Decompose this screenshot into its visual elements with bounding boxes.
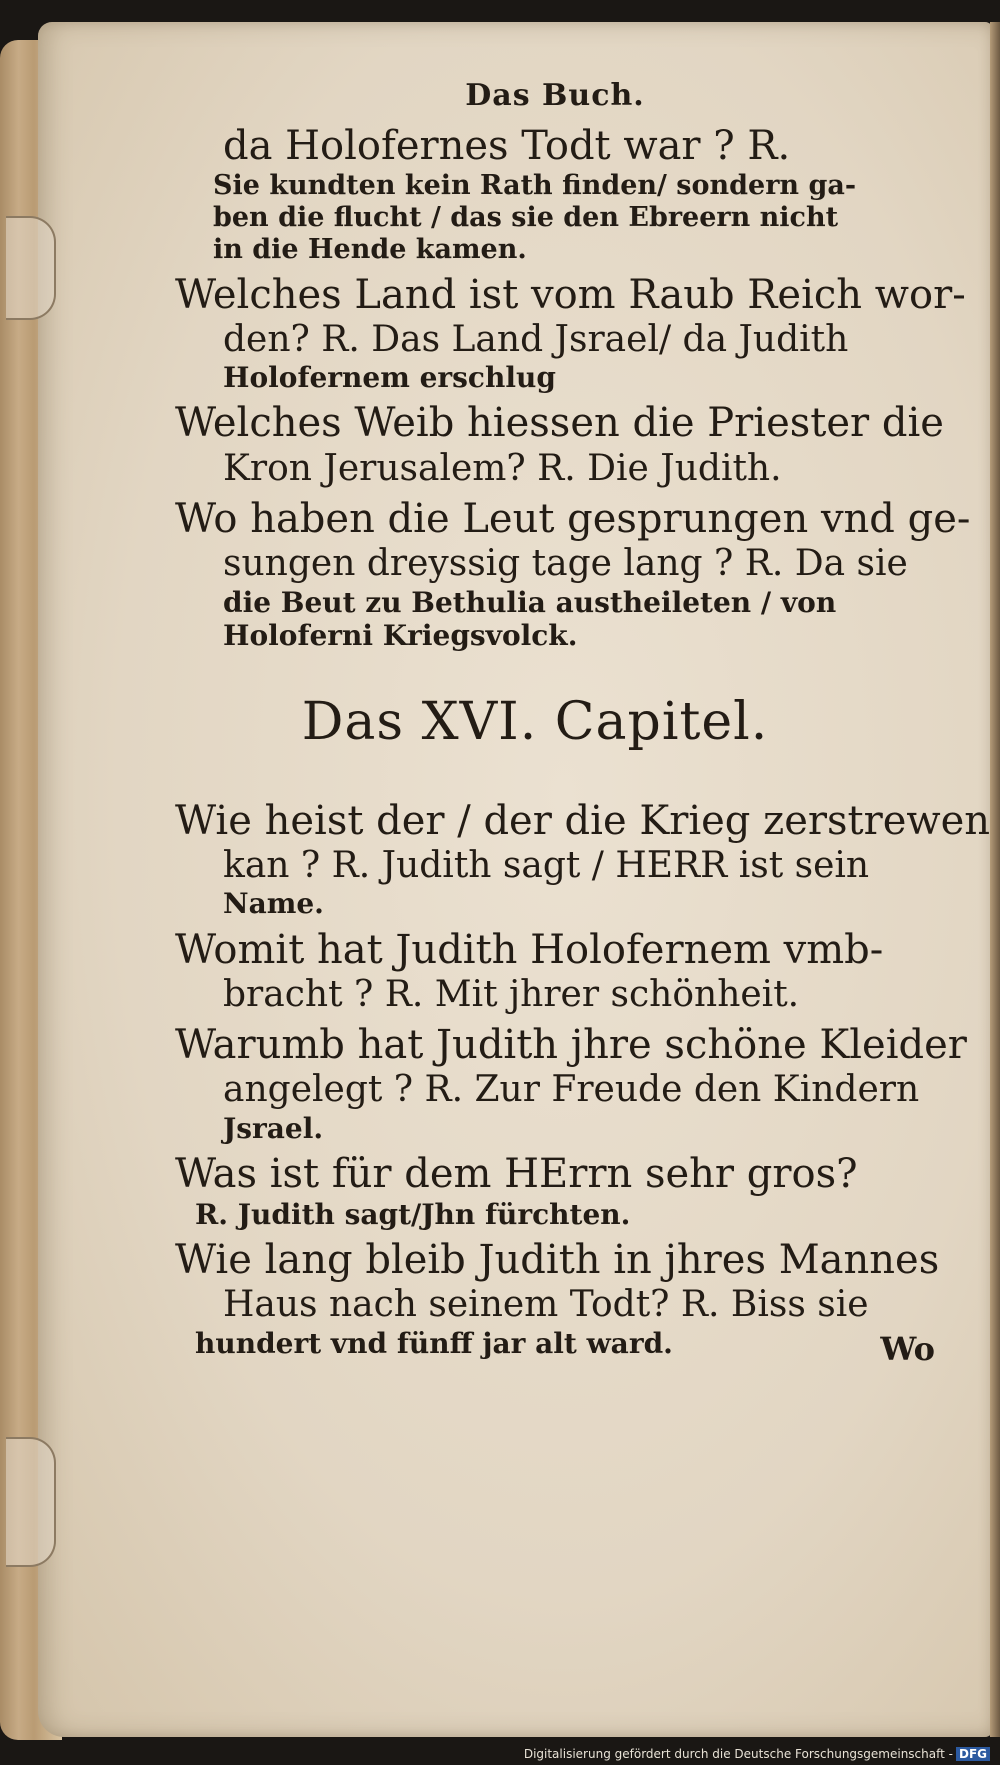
question-block — [175, 1022, 967, 1145]
question-line: Wie lang bleib Judith in jhres Mannes — [175, 1237, 940, 1284]
running-header: Das Buch. — [465, 78, 645, 113]
question-block — [175, 271, 966, 395]
page-tab-upper — [6, 216, 56, 320]
question-line: kan ? R. Judith sagt / HERR ist sein — [223, 845, 870, 887]
question-line: Was ist für dem HErrn sehr gros? — [175, 1150, 858, 1197]
question-line: Womit hat Judith Holofernem vmb- — [175, 926, 884, 973]
question-line: Welches Land ist vom Raub Reich wor- — [175, 271, 966, 318]
question-line: Kron Jerusalem? R. Die Judith. — [223, 447, 782, 489]
question-line: Warumb hat Judith jhre schöne Kleider — [175, 1022, 967, 1069]
question-line: bracht ? R. Mit jhrer schönheit. — [223, 973, 800, 1015]
page-edge-right — [990, 22, 1000, 1737]
first-block-line: da Holofernes Todt war ? R. — [223, 123, 791, 169]
answer-line: ben die flucht / das sie den Ebreern nicht — [213, 202, 839, 234]
page-tab-lower — [6, 1437, 56, 1567]
question-line: Wo haben die Leut gesprungen vnd ge- — [175, 496, 971, 543]
answer-line: Holofernem erschlug — [223, 361, 556, 395]
question-line: Welches Weib hiessen die Priester die — [175, 400, 944, 447]
question-block — [175, 400, 944, 490]
chapter-title: Das XVI. Capitel. — [301, 691, 769, 752]
answer-line: Jsrael. — [223, 1111, 324, 1145]
answer-line: hundert vnd fünff jar alt ward. — [195, 1326, 673, 1360]
question-line: sungen dreyssig tage lang ? R. Da sie — [223, 543, 908, 585]
answer-line: die Beut zu Bethulia austheileten / von Holoferni Kriegsvolck. — [223, 585, 837, 652]
answer-line: Name. — [223, 887, 324, 921]
catchword: Wo — [880, 1330, 935, 1368]
question-line: Wie heist der / der die Krieg zerstrewen — [175, 797, 991, 844]
question-line: angelegt ? R. Zur Freude den Kindern — [223, 1069, 920, 1111]
question-block — [175, 1237, 940, 1360]
question-line: Haus nach seinem Todt? R. Biss sie — [223, 1284, 869, 1326]
footer-text: Digitalisierung gefördert durch die Deutsche Forschungsgemeinschaft - — [523, 1747, 953, 1761]
question-block — [175, 797, 991, 921]
question-line: den? R. Das Land Jsrael/ da Judith — [223, 318, 849, 360]
answer-line: R. Judith sagt/Jhn fürchten. — [195, 1198, 631, 1232]
dfg-logo: DFG — [956, 1747, 990, 1761]
page-text — [175, 78, 991, 1368]
answer-line: Sie kundten kein Rath finden/ sondern ga- — [213, 170, 857, 202]
question-block — [175, 927, 935, 1017]
first-block — [175, 123, 935, 266]
question-block — [175, 1151, 935, 1231]
question-block — [175, 496, 971, 652]
answer-line: in die Hende kamen. — [213, 233, 527, 265]
footer-credit — [524, 1747, 990, 1761]
